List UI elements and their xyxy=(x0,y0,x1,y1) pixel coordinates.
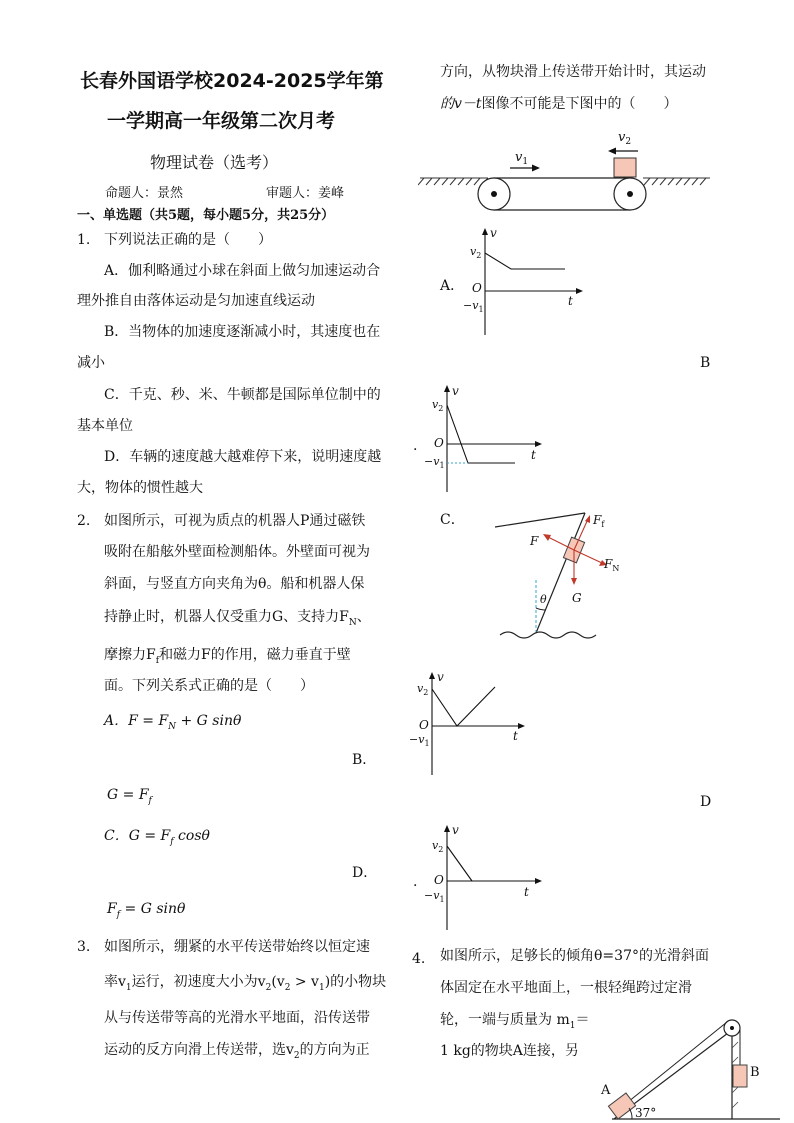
pulley-axle xyxy=(730,1026,734,1030)
q3-line4-b: 的方向为正 xyxy=(299,1042,370,1058)
conveyor-figure xyxy=(418,125,718,220)
q2-option-c xyxy=(104,826,210,852)
q3-option-b-dot: . xyxy=(413,438,418,454)
graph-c-curve xyxy=(432,687,495,726)
graph-c-origin: O xyxy=(419,718,429,732)
q2-option-d-label: D． xyxy=(352,865,378,881)
q3-line2-sub: 1 xyxy=(125,982,132,993)
q2-line5-b: 和磁力F的作用，磁力垂直于壁 xyxy=(159,647,351,663)
label-angle: 37° xyxy=(635,1106,657,1120)
q1-option-a-line2: 理外推自由落体运动是匀加速直线运动 xyxy=(77,293,315,309)
v1-label: $v_1$ xyxy=(515,150,529,167)
q1-option-a-line1: A．伽利略通过小球在斜面上做匀加速运动合 xyxy=(104,263,381,279)
q2-option-a-sub: N xyxy=(168,721,177,732)
graph-c-t-label: t xyxy=(513,729,518,743)
q3-cont-line2-text: 图像不可能是下图中的（ ） xyxy=(481,96,678,112)
q2-line3: 斜面，与竖直方向夹角为θ。船和机器人保 xyxy=(104,576,365,592)
graph-b-y-arrow xyxy=(444,385,450,392)
label-friction: $F_f$ xyxy=(593,513,605,529)
q3-number: 3. xyxy=(77,939,91,955)
label-b: B xyxy=(750,1065,760,1080)
q3-line4-sub: 2 xyxy=(293,1050,300,1061)
v1-arrow-head xyxy=(532,165,540,172)
graph-b-origin: O xyxy=(434,436,444,450)
hull-top-edge xyxy=(495,513,585,527)
q1-option-b-line1: B．当物体的加速度逐渐减小时，其速度也在 xyxy=(104,324,381,340)
rope-incline xyxy=(628,1022,727,1102)
graph-d-curve xyxy=(447,846,472,881)
q3-cont-vt: 的v－t xyxy=(440,96,482,112)
q4-line2: 体固定在水平地面上，一根轻绳跨过定滑 xyxy=(440,980,692,996)
graph-c-v-label: v xyxy=(437,670,444,684)
q3-cont-line2 xyxy=(440,94,678,114)
q4-line1: 如图所示，足够长的倾角θ=37°的光滑斜面 xyxy=(440,948,709,964)
q2-line5-a: 摩擦力F xyxy=(104,647,156,663)
hull-wall xyxy=(536,513,585,633)
q4-line3-b: ＝ xyxy=(575,1012,590,1028)
q3-line2-a: 率v xyxy=(104,974,126,990)
q2-line5-sub: f xyxy=(155,655,160,666)
graph-d-x-arrow xyxy=(535,878,542,884)
graph-d-v-label: v xyxy=(452,823,459,837)
q2-option-b-text: G = F xyxy=(107,787,149,803)
q2-option-d-end: = G sinθ xyxy=(120,901,186,917)
graph-c-minus-v1: $-v_1$ xyxy=(409,733,430,748)
graph-a-origin: O xyxy=(472,281,482,295)
v2-label: $v_2$ xyxy=(618,130,632,147)
title-line2: 一学期高一年级第二次月考 xyxy=(107,110,336,132)
q4-line4: 1 kg的物块A连接，另 xyxy=(440,1043,579,1059)
angle-arc xyxy=(629,1108,632,1119)
graph-a-x-arrow xyxy=(576,288,583,294)
title-line1: 长春外国语学校2024-2025学年第 xyxy=(80,70,384,92)
block-b xyxy=(733,1065,747,1087)
q3-line2-e: )的小物块 xyxy=(324,974,387,990)
q2-option-a xyxy=(104,711,241,737)
right-roller-axle xyxy=(627,191,633,197)
ground-hatch-left xyxy=(418,178,488,185)
q2-option-b-sub: f xyxy=(148,795,152,806)
q3-line1: 如图所示，绷紧的水平传送带始终以恒定速 xyxy=(104,939,370,955)
q2-option-c-sub: f xyxy=(170,836,174,847)
v2-arrow-head xyxy=(608,148,616,155)
graph-d-t-label: t xyxy=(524,885,529,899)
graph-b-t-label: t xyxy=(531,448,536,462)
q3-option-b-label: B xyxy=(700,355,711,371)
label-magnetic: F xyxy=(530,534,539,548)
small-block xyxy=(614,158,636,177)
q3-line2-sub4: 1 xyxy=(318,982,325,993)
q2-line1: 如图所示，可视为质点的机器人P通过磁铁 xyxy=(104,513,366,529)
graph-d-origin: O xyxy=(434,873,444,887)
graph-b-curve xyxy=(447,405,515,463)
q2-line6: 面。下列关系式正确的是（ ） xyxy=(104,678,314,694)
q2-option-d-sub: f xyxy=(116,909,121,920)
graph-b-v2: $v_2$ xyxy=(432,398,444,413)
q1-option-c-line1: C．千克、秒、米、牛顿都是国际单位制中的 xyxy=(104,387,381,403)
graph-c-x-arrow xyxy=(518,723,525,729)
graph-a-curve xyxy=(485,253,565,269)
graph-d-minus-v1: $-v_1$ xyxy=(424,889,445,904)
q1-number: 1. xyxy=(77,232,91,248)
left-roller-axle xyxy=(491,191,497,197)
q3-line2-sub3: 2 xyxy=(284,982,291,993)
q2-option-a-text: A．F = F xyxy=(104,713,169,729)
q2-line4-sub: N xyxy=(348,617,357,628)
graph-a-t-label: t xyxy=(568,294,573,308)
graph-c xyxy=(405,665,535,780)
q3-option-d-dot: . xyxy=(413,874,418,890)
graph-d xyxy=(420,820,550,935)
q2-option-d-text: F xyxy=(107,901,117,917)
q2-option-c-text: C．G = F xyxy=(104,828,171,844)
q3-option-c-label: C． xyxy=(440,512,465,528)
graph-a-minus-v1: $-v_1$ xyxy=(463,299,484,314)
q2-line4-end: 、 xyxy=(356,609,371,625)
graph-a-y-arrow xyxy=(482,228,488,235)
q3-line2-d: > v xyxy=(290,974,319,990)
q3-line2 xyxy=(104,972,386,998)
graph-a-v-label: v xyxy=(490,226,497,240)
graph-a xyxy=(455,225,590,340)
graph-d-y-arrow xyxy=(444,825,450,832)
theta-label: θ xyxy=(540,593,547,606)
graph-c-v2: $v_2$ xyxy=(417,682,429,697)
q2-line5 xyxy=(104,645,351,671)
q3-option-a-label: A． xyxy=(440,278,465,294)
section-heading: 一、单选题（共5题，每小题5分，共25分） xyxy=(77,208,335,223)
graph-b-v-label: v xyxy=(452,384,459,398)
q3-line4 xyxy=(104,1040,370,1066)
q2-option-b-label: B． xyxy=(352,752,377,768)
q2-option-a-end: + G sinθ xyxy=(176,713,242,729)
q3-line4-a: 运动的反方向滑上传送带，选v xyxy=(104,1042,294,1058)
q1-option-b-line2: 减小 xyxy=(77,355,105,371)
author: 命题人：景然 xyxy=(105,186,184,201)
q3-line2-sub2: 2 xyxy=(265,982,272,993)
label-gravity: G xyxy=(572,591,582,605)
graph-b-x-arrow xyxy=(535,441,542,447)
q1-option-d-line1: D．车辆的速度越大越难停下来，说明速度越 xyxy=(104,449,382,465)
q1-option-c-line2: 基本单位 xyxy=(77,418,133,434)
graph-d-v2: $v_2$ xyxy=(432,839,444,854)
q2-option-d xyxy=(107,899,185,925)
q2-line2: 吸附在船舷外壁面检测船体。外壁面可视为 xyxy=(104,544,370,560)
q2-line4 xyxy=(104,607,371,633)
label-a: A xyxy=(601,1083,611,1098)
incline-figure xyxy=(592,1018,782,1121)
water-wave xyxy=(500,632,596,638)
q3-cont-line1: 方向，从物块滑上传送带开始计时，其运动 xyxy=(440,64,706,80)
ground-hatch-right xyxy=(643,178,710,185)
q3-line2-b: 运行，初速度大小为v xyxy=(131,974,266,990)
q4-number: 4. xyxy=(412,951,426,967)
q4-line3-sub: 1 xyxy=(569,1020,576,1031)
theta-arc xyxy=(536,608,546,610)
q2-number: 2. xyxy=(77,513,91,529)
q4-line3-a: 轮，一端与质量为 m xyxy=(440,1012,570,1028)
q1-option-d-line2: 大，物体的惯性越大 xyxy=(77,480,203,496)
q3-line3: 从与传送带等高的光滑水平地面，沿传送带 xyxy=(104,1010,370,1026)
q3-option-d-label: D xyxy=(700,794,712,810)
robot-hull-figure xyxy=(490,505,640,645)
graph-a-v2: $v_2$ xyxy=(470,245,482,260)
q1-stem: 下列说法正确的是（ ） xyxy=(104,232,272,248)
force-normal xyxy=(574,550,607,566)
reviewer: 审题人：姜峰 xyxy=(266,186,345,201)
graph-b xyxy=(420,380,550,495)
q2-option-b xyxy=(107,785,152,811)
q2-line4-text: 持静止时，机器人仅受重力G、支持力F xyxy=(104,609,349,625)
q2-option-c-end: cosθ xyxy=(173,828,210,844)
graph-b-minus-v1: $-v_1$ xyxy=(424,455,445,470)
subtitle: 物理试卷（选考） xyxy=(150,153,279,172)
graph-c-y-arrow xyxy=(429,672,435,679)
q3-line2-c: (v xyxy=(271,974,285,990)
q4-line3 xyxy=(440,1010,589,1036)
label-normal: $F_N$ xyxy=(604,557,620,573)
